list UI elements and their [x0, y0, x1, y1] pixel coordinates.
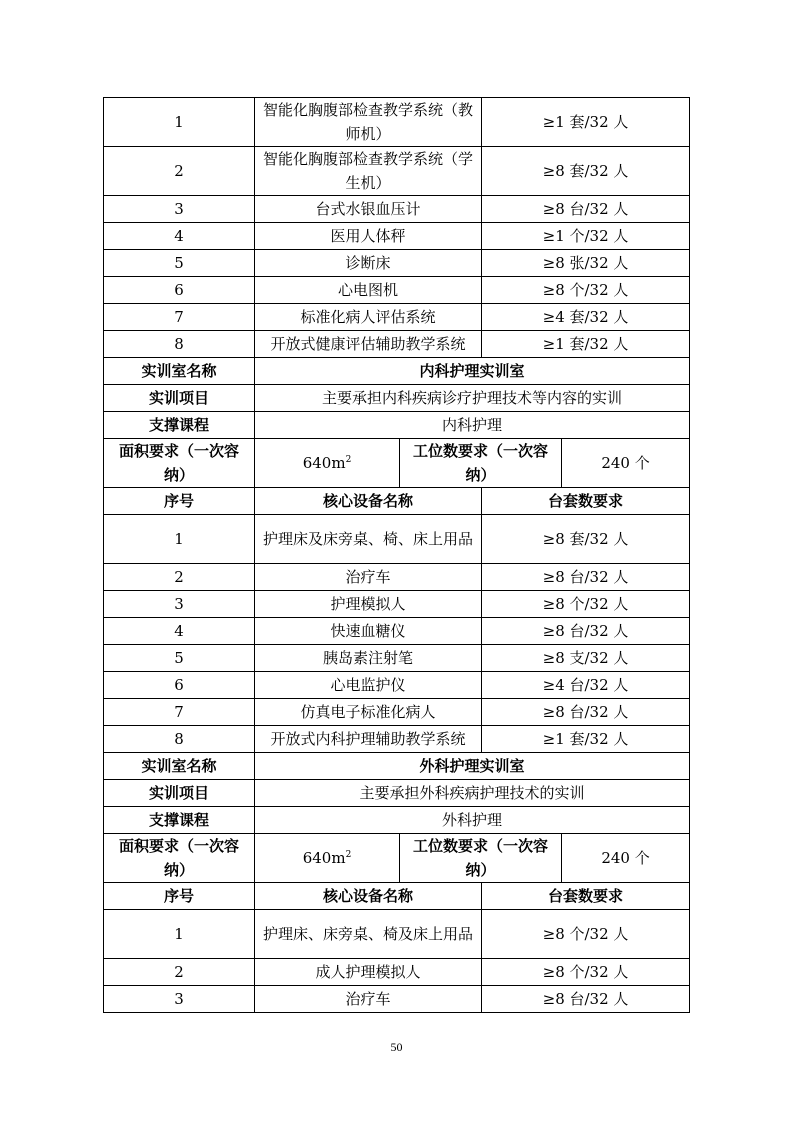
station-label: 工位数要求（一次容纳）: [400, 439, 562, 488]
station-value: 240 个: [562, 834, 690, 883]
quantity-requirement: ≥4 套/32 人: [482, 304, 690, 331]
lab-name-row: [104, 753, 690, 780]
table-row: [104, 277, 690, 304]
quantity-requirement: ≥1 个/32 人: [482, 223, 690, 250]
column-header-requirement: 台套数要求: [482, 488, 690, 515]
quantity-requirement: ≥1 套/32 人: [482, 98, 690, 147]
table-row: [104, 196, 690, 223]
quantity-requirement: ≥1 套/32 人: [482, 331, 690, 358]
equipment-name: 开放式健康评估辅助教学系统: [255, 331, 482, 358]
quantity-requirement: ≥1 套/32 人: [482, 726, 690, 753]
equipment-name: 仿真电子标准化病人: [255, 699, 482, 726]
table-row: [104, 672, 690, 699]
table-row: [104, 910, 690, 959]
equipment-name: 智能化胸腹部检查教学系统（教师机）: [255, 98, 482, 147]
lab-project-row: [104, 385, 690, 412]
project-text: 主要承担内科疾病诊疗护理技术等内容的实训: [255, 385, 690, 412]
equipment-name: 治疗车: [255, 986, 482, 1013]
row-number: 8: [104, 331, 255, 358]
equipment-name: 心电图机: [255, 277, 482, 304]
lab-course-row: [104, 807, 690, 834]
equipment-name: 医用人体秤: [255, 223, 482, 250]
course-text: 外科护理: [255, 807, 690, 834]
quantity-requirement: ≥8 个/32 人: [482, 277, 690, 304]
quantity-requirement: ≥8 台/32 人: [482, 564, 690, 591]
row-number: 6: [104, 672, 255, 699]
row-number: 2: [104, 147, 255, 196]
equipment-name: 智能化胸腹部检查教学系统（学生机）: [255, 147, 482, 196]
table-row: [104, 645, 690, 672]
equipment-name: 治疗车: [255, 564, 482, 591]
station-value: 240 个: [562, 439, 690, 488]
station-label: 工位数要求（一次容纳）: [400, 834, 562, 883]
project-label: 实训项目: [104, 780, 255, 807]
area-superscript: 2: [345, 850, 352, 860]
lab-name: 内科护理实训室: [255, 358, 690, 385]
table-row: [104, 699, 690, 726]
row-number: 2: [104, 564, 255, 591]
area-label: 面积要求（一次容纳）: [104, 834, 255, 883]
area-number: 640m: [302, 849, 346, 867]
row-number: 3: [104, 196, 255, 223]
row-number: 3: [104, 986, 255, 1013]
project-label: 实训项目: [104, 385, 255, 412]
table-row: [104, 147, 690, 196]
table-row: [104, 591, 690, 618]
project-text: 主要承担外科疾病护理技术的实训: [255, 780, 690, 807]
equipment-name: 诊断床: [255, 250, 482, 277]
row-number: 1: [104, 98, 255, 147]
column-header-name: 核心设备名称: [255, 488, 482, 515]
equipment-name: 开放式内科护理辅助教学系统: [255, 726, 482, 753]
column-header-requirement: 台套数要求: [482, 883, 690, 910]
column-header-name: 核心设备名称: [255, 883, 482, 910]
row-number: 2: [104, 959, 255, 986]
lab-course-row: [104, 412, 690, 439]
lab-name-label: 实训室名称: [104, 358, 255, 385]
quantity-requirement: ≥8 套/32 人: [482, 147, 690, 196]
quantity-requirement: ≥8 个/32 人: [482, 959, 690, 986]
area-superscript: 2: [345, 455, 352, 465]
row-number: 5: [104, 250, 255, 277]
equipment-table: [103, 97, 690, 1013]
area-value: [255, 439, 400, 488]
row-number: 1: [104, 515, 255, 564]
equipment-name: 护理模拟人: [255, 591, 482, 618]
quantity-requirement: ≥8 张/32 人: [482, 250, 690, 277]
quantity-requirement: ≥8 台/32 人: [482, 699, 690, 726]
area-label: 面积要求（一次容纳）: [104, 439, 255, 488]
table-row: [104, 564, 690, 591]
table-row: [104, 223, 690, 250]
row-number: 4: [104, 618, 255, 645]
table-row: [104, 515, 690, 564]
quantity-requirement: ≥8 个/32 人: [482, 910, 690, 959]
table-row: [104, 304, 690, 331]
lab-project-row: [104, 780, 690, 807]
course-label: 支撑课程: [104, 412, 255, 439]
lab-area-row: [104, 439, 690, 488]
row-number: 4: [104, 223, 255, 250]
row-number: 7: [104, 304, 255, 331]
equipment-name: 胰岛素注射笔: [255, 645, 482, 672]
row-number: 1: [104, 910, 255, 959]
area-value: [255, 834, 400, 883]
row-number: 3: [104, 591, 255, 618]
column-header-number: 序号: [104, 883, 255, 910]
quantity-requirement: ≥8 套/32 人: [482, 515, 690, 564]
equipment-name: 快速血糖仪: [255, 618, 482, 645]
row-number: 7: [104, 699, 255, 726]
quantity-requirement: ≥4 台/32 人: [482, 672, 690, 699]
equipment-name: 心电监护仪: [255, 672, 482, 699]
equipment-header-row: [104, 488, 690, 515]
lab-name-row: [104, 358, 690, 385]
table-row: [104, 618, 690, 645]
row-number: 8: [104, 726, 255, 753]
equipment-name: 标准化病人评估系统: [255, 304, 482, 331]
area-number: 640m: [302, 454, 346, 472]
equipment-name: 台式水银血压计: [255, 196, 482, 223]
table-row: [104, 331, 690, 358]
quantity-requirement: ≥8 支/32 人: [482, 645, 690, 672]
column-header-number: 序号: [104, 488, 255, 515]
lab-area-row: [104, 834, 690, 883]
quantity-requirement: ≥8 台/32 人: [482, 196, 690, 223]
table-row: [104, 959, 690, 986]
lab-name-label: 实训室名称: [104, 753, 255, 780]
page-number: 50: [390, 1040, 403, 1054]
table-row: [104, 250, 690, 277]
table-row: [104, 98, 690, 147]
quantity-requirement: ≥8 个/32 人: [482, 591, 690, 618]
lab-name: 外科护理实训室: [255, 753, 690, 780]
equipment-name: 护理床及床旁桌、椅、床上用品: [255, 515, 482, 564]
table-row: [104, 986, 690, 1013]
equipment-header-row: [104, 883, 690, 910]
quantity-requirement: ≥8 台/32 人: [482, 618, 690, 645]
quantity-requirement: ≥8 台/32 人: [482, 986, 690, 1013]
equipment-name: 成人护理模拟人: [255, 959, 482, 986]
table-row: [104, 726, 690, 753]
row-number: 6: [104, 277, 255, 304]
course-text: 内科护理: [255, 412, 690, 439]
row-number: 5: [104, 645, 255, 672]
equipment-name: 护理床、床旁桌、椅及床上用品: [255, 910, 482, 959]
course-label: 支撑课程: [104, 807, 255, 834]
